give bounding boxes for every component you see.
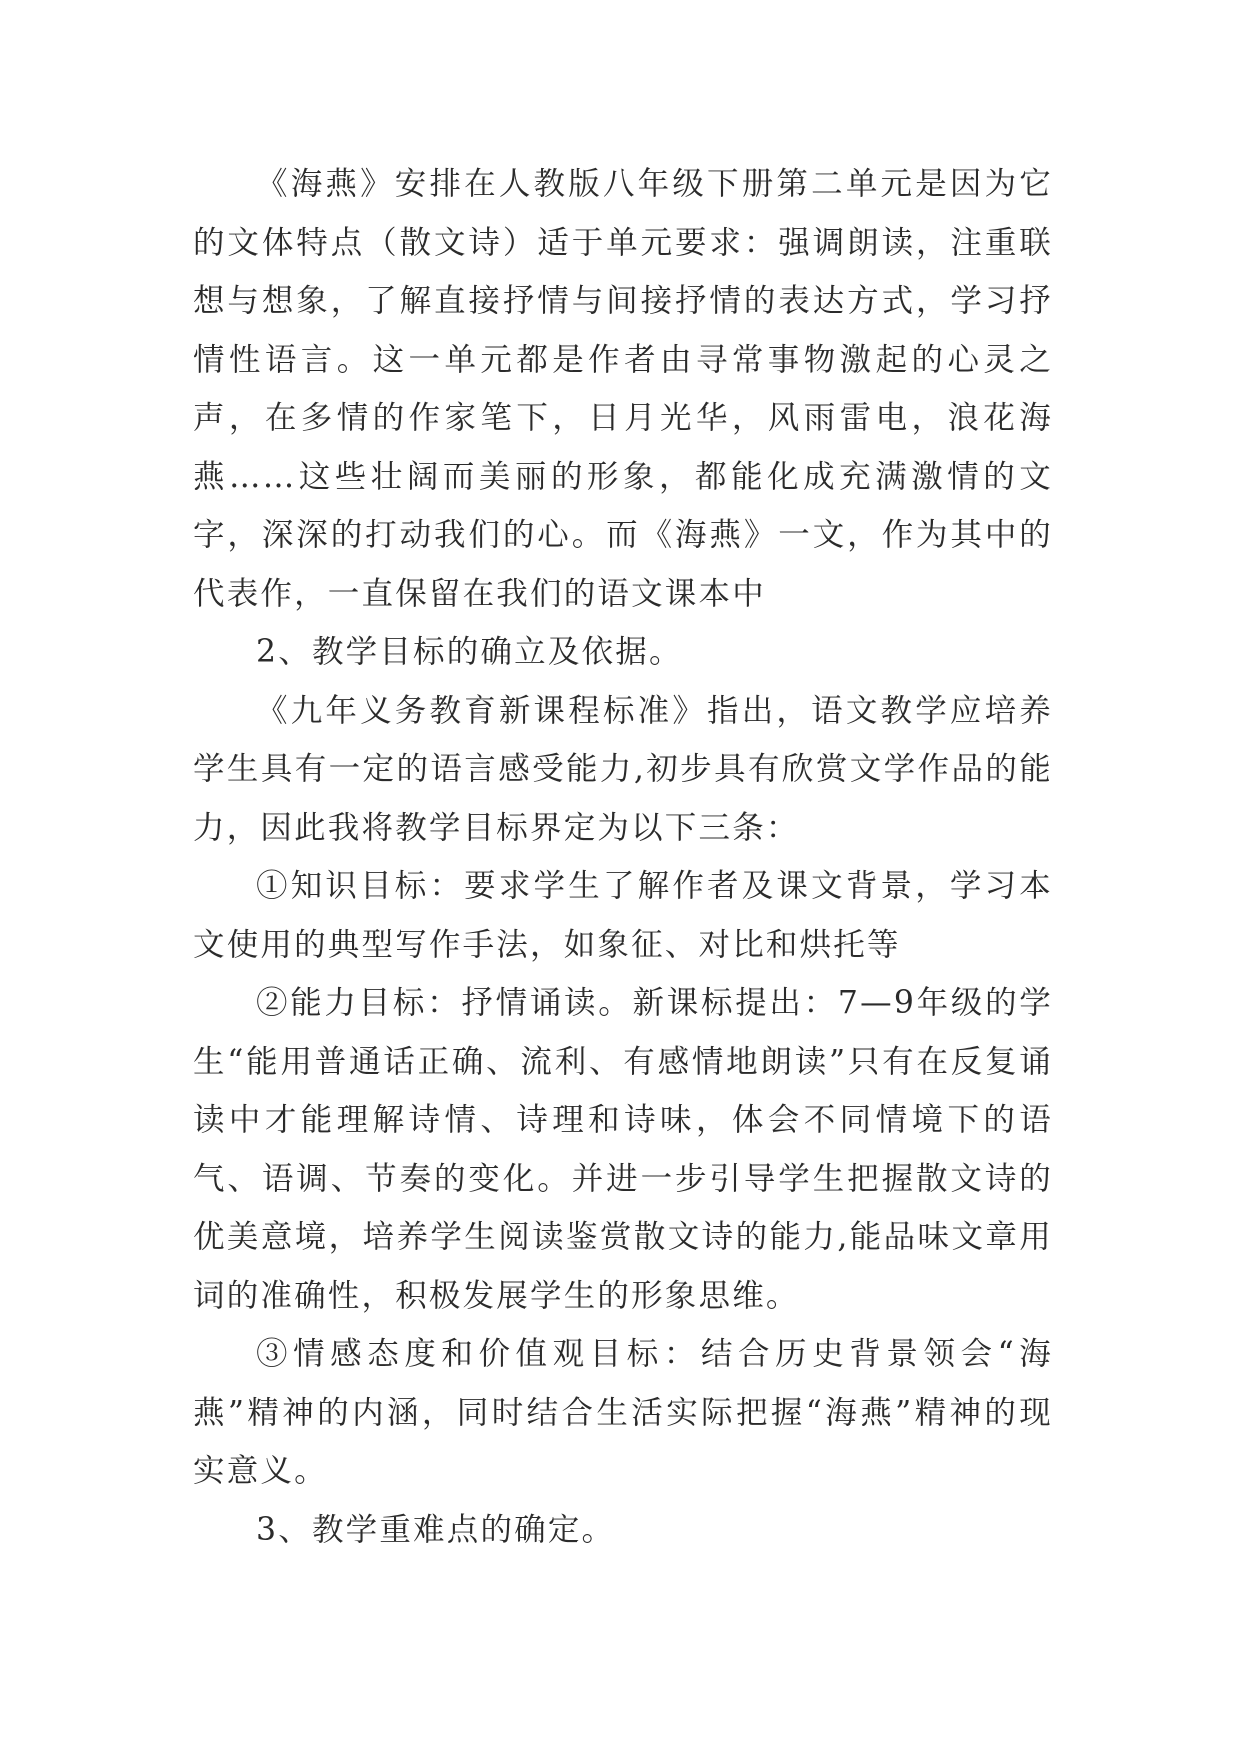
document-body (193, 155, 1053, 1559)
paragraph-curriculum-standard: 《九年义务教育新课程标准》指出，语文教学应培养学生具有一定的语言感受能力,初步具有欣赏文学作品的能力，因此我将教学目标界定为以下三条： (193, 692, 1053, 846)
paragraph-knowledge-objective: ①知识目标：要求学生了解作者及课文背景，学习本文使用的典型写作手法，如象征、对比和烘托等 (193, 868, 1053, 963)
paragraph-lesson-placement: 《海燕》安排在人教版八年级下册第二单元是因为它的文体特点（散文诗）适于单元要求：强调朗读，注重联想与想象，了解直接抒情与间接抒情的表达方式，学习抒情性语言。这一单元都是作者由寻常事物激起的心灵之声，在多情的作家笔下，日月光华，风雨雷电，浪花海燕……这些壮阔而美丽的形象，都能化成充满激情的文字，深深的打动我们的心。而《海燕》一文，作为其中的代表作，一直保留在我们的语文课本中 (193, 166, 1053, 612)
heading-key-difficulties: 3、教学重难点的确定。 (256, 1511, 616, 1548)
paragraph-emotion-objective: ③情感态度和价值观目标：结合历史背景领会“海燕”精神的内涵，同时结合生活实际把握“海燕”精神的现实意义。 (193, 1336, 1053, 1489)
paragraph-ability-objective: ②能力目标：抒情诵读。新课标提出：7—9年级的学生“能用普通话正确、流利、有感情地朗读”只有在反复诵读中才能理解诗情、诗理和诗味，体会不同情境下的语气、语调、节奏的变化。并进一步引导学生把握散文诗的优美意境，培养学生阅读鉴赏散文诗的能力,能品味文章用词的准确性，积极发展学生的形象思维。 (193, 985, 1053, 1314)
heading-teaching-objectives: 2、教学目标的确立及依据。 (256, 634, 683, 670)
